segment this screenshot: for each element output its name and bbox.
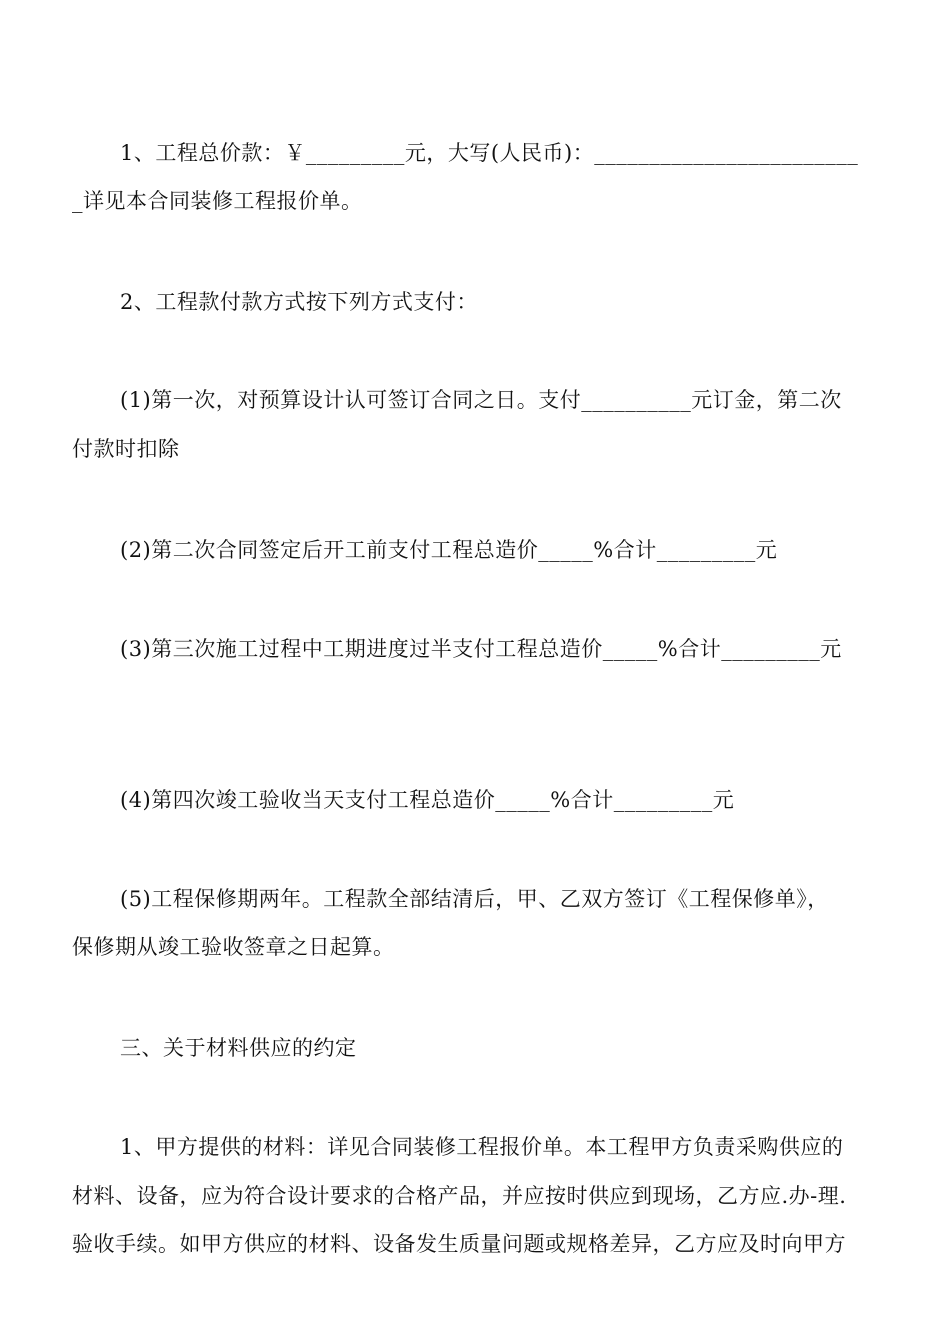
payment-item-3: (3)第三次施工过程中工期进度过半支付工程总造价_____%合计_________元 <box>120 637 842 661</box>
materials-paragraph-line-2: 材料、设备，应为符合设计要求的合格产品，并应按时供应到现场，乙方应.办-理. <box>72 1184 847 1208</box>
payment-item-1-cont: 付款时扣除 <box>72 437 180 461</box>
payment-item-2: (2)第二次合同签定后开工前支付工程总造价_____%合计_________元 <box>120 538 778 562</box>
payment-item-4: (4)第四次竣工验收当天支付工程总造价_____%合计_________元 <box>120 788 735 812</box>
payment-item-1: (1)第一次，对预算设计认可签订合同之日。支付__________元订金，第二次 <box>120 388 842 412</box>
payment-item-5: (5)工程保修期两年。工程款全部结清后，甲、乙双方签订《工程保修单》， <box>120 887 829 911</box>
payment-item-5-cont: 保修期从竣工验收签章之日起算。 <box>72 935 395 959</box>
price-total-line: 1、工程总价款：￥_________元，大写(人民币)：________________________ <box>120 141 859 165</box>
payment-method-heading: 2、工程款付款方式按下列方式支付： <box>120 290 478 314</box>
section-three-heading: 三、关于材料供应的约定 <box>120 1036 357 1060</box>
price-total-line-cont: _详见本合同装修工程报价单。 <box>72 189 363 213</box>
materials-paragraph-line-3: 验收手续。如甲方供应的材料、设备发生质量问题或规格差异，乙方应及时向甲方 <box>72 1232 846 1256</box>
materials-paragraph-line-1: 1、甲方提供的材料：详见合同装修工程报价单。本工程甲方负责采购供应的 <box>120 1135 844 1159</box>
